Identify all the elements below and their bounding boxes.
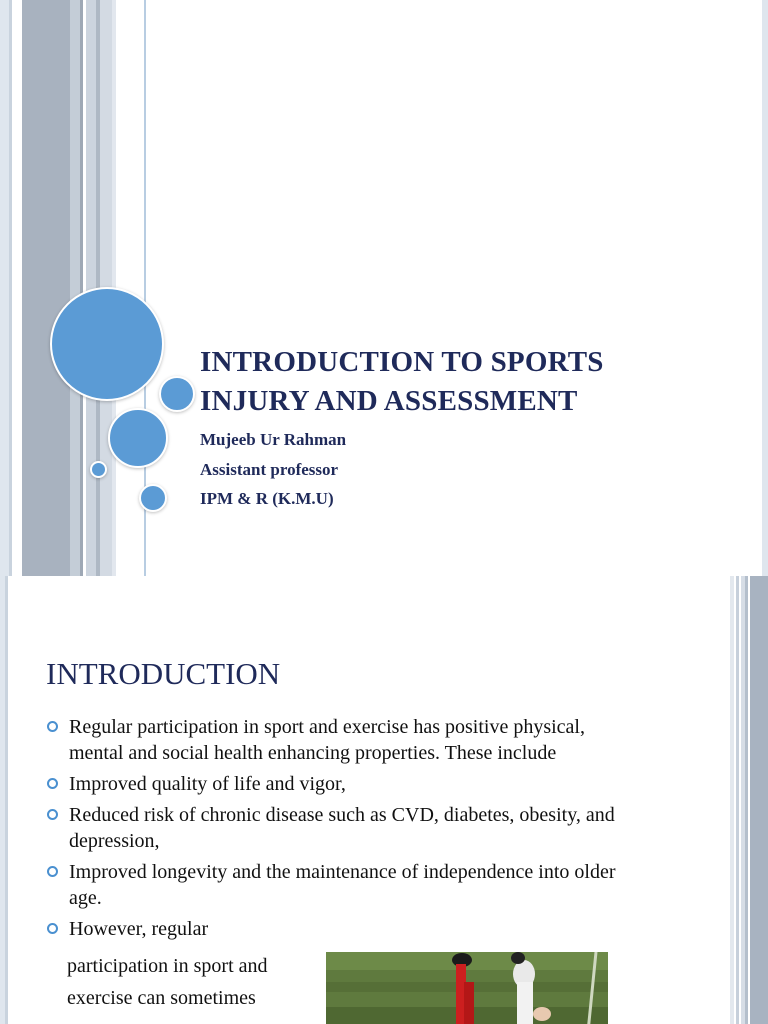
bullet-line: mental and social health enhancing properties. These include: [69, 742, 557, 764]
continuation-line: participation in sport and: [67, 955, 268, 977]
decorative-left-border: [0, 576, 14, 1024]
presenter-role: Assistant professor: [200, 459, 339, 479]
bullet-line: depression,: [69, 830, 160, 852]
list-item: [46, 714, 686, 766]
hollow-circle-bullet-icon: [47, 721, 58, 732]
slide-title: [200, 343, 740, 421]
large-decorative-circle: [50, 287, 164, 401]
small-decorative-circle-bottom: [139, 484, 167, 512]
hollow-circle-bullet-icon: [47, 809, 58, 820]
bullet-line: age.: [69, 887, 102, 909]
subtitle-block: [200, 425, 346, 514]
list-item: [46, 802, 686, 854]
title-line: INTRODUCTION TO SPORTS: [200, 346, 604, 378]
list-item: [46, 771, 686, 797]
bullet-line: Regular participation in sport and exercise has positive physical,: [69, 716, 585, 738]
decorative-right-border: [762, 0, 768, 576]
small-decorative-circle: [159, 376, 195, 412]
medium-decorative-circle: [108, 408, 168, 468]
presenter-name: Mujeeb Ur Rahman: [200, 430, 347, 449]
bullet-line: Improved quality of life and vigor,: [69, 773, 346, 795]
title-line: INJURY AND ASSESSMENT: [200, 385, 578, 417]
list-item: [46, 859, 686, 911]
hollow-circle-bullet-icon: [47, 923, 58, 934]
decorative-right-stripes: [730, 576, 768, 1024]
hollow-circle-bullet-icon: [47, 778, 58, 789]
decorative-stripes: [0, 0, 150, 576]
continuation-line: exercise can sometimes: [67, 987, 256, 1009]
bullet-list: [46, 714, 686, 947]
hollow-circle-bullet-icon: [47, 866, 58, 877]
bullet-line: However, regular: [69, 918, 209, 940]
soccer-players-photo: [326, 952, 608, 1024]
presenter-institution: IPM & R (K.M.U): [200, 489, 334, 508]
bullet-line: Reduced risk of chronic disease such as CVD, diabetes, obesity, and: [69, 804, 615, 826]
tiny-decorative-circle: [90, 461, 107, 478]
content-slide: [0, 576, 768, 1024]
list-item: [46, 916, 686, 942]
bullet-line: Improved longevity and the maintenance of independence into older: [69, 861, 616, 883]
slide-heading: INTRODUCTION: [46, 656, 281, 691]
